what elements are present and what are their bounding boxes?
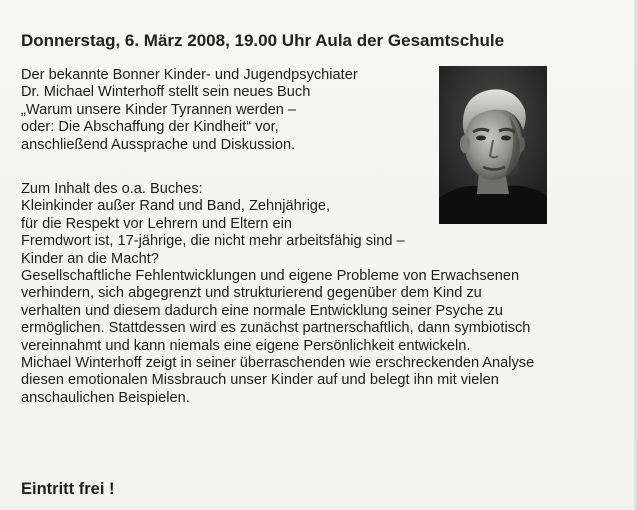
body-line: diesen emotionalen Missbrauch unser Kinder auf und belegt ihn mit vielen <box>21 372 499 389</box>
body-line: Zum Inhalt des o.a. Buches: <box>21 181 203 197</box>
body-line: Kinder an die Macht? <box>21 250 159 267</box>
intro-line: Der bekannte Bonner Kinder- und Jugendpsychiater <box>21 67 358 83</box>
intro-paragraph <box>21 67 358 154</box>
body-line: für die Respekt vor Lehrern und Eltern ein <box>21 215 292 232</box>
body-line: Kleinkinder außer Rand und Band, Zehnjährige, <box>21 198 331 215</box>
intro-line: Dr. Michael Winterhoff stellt sein neues Buch <box>21 84 311 101</box>
intro-line: oder: Die Abschaffung der Kindheit“ vor, <box>21 119 279 136</box>
body-line: Fremdwort ist, 17-jährige, die nicht mehr arbeitsfähig sind – <box>21 233 405 250</box>
body-line: vereinnahmt und kann niemals eine eigene Persönlichkeit entwickeln. <box>21 337 471 354</box>
intro-line: anschließend Aussprache und Diskussion. <box>21 136 296 153</box>
page-edge <box>634 0 638 510</box>
event-heading: Donnerstag, 6. März 2008, 19.00 Uhr Aula der Gesamtschule <box>21 31 505 50</box>
portrait-illustration <box>439 66 547 224</box>
body-line: ermöglichen. Stattdessen wird es zunächst partnerschaftlich, dann symbiotisch <box>21 320 531 337</box>
intro-line: „Warum unsere Kinder Tyrannen werden – <box>21 101 296 118</box>
body-line: verhalten und diesem dadurch eine normale Entwicklung seiner Psyche zu <box>21 302 503 319</box>
admission-note: Eintritt frei ! <box>21 480 115 498</box>
body-line: Gesellschaftliche Fehlentwicklungen und eigene Probleme von Erwachsenen <box>21 268 520 285</box>
author-portrait-photo <box>439 66 547 224</box>
body-line: Michael Winterhoff zeigt in seiner überraschenden wie erschreckenden Analyse <box>21 355 535 372</box>
body-line: verhindern, sich abgegrenzt und strukturierend gegenüber dem Kind zu <box>21 285 482 302</box>
body-line: anschaulichen Beispielen. <box>21 389 190 406</box>
